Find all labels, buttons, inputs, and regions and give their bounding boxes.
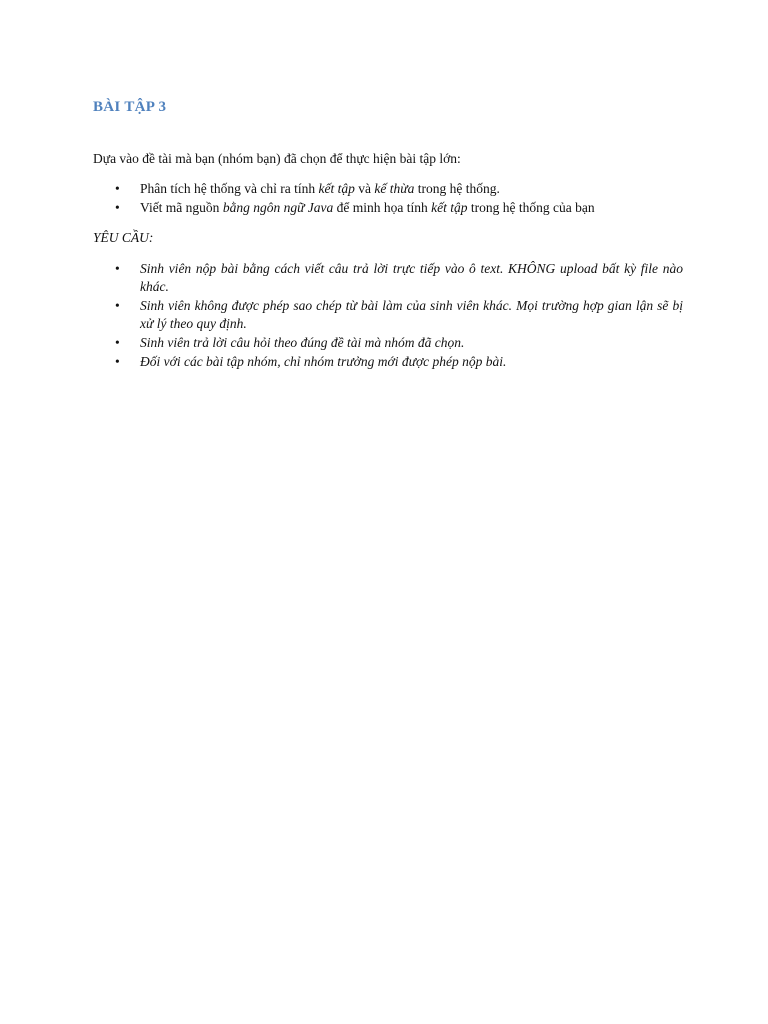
bullet-marker: • bbox=[115, 261, 120, 276]
requirement-item bbox=[93, 353, 683, 371]
task-item bbox=[93, 180, 683, 198]
bullet-marker: • bbox=[115, 298, 120, 313]
task-item bbox=[93, 199, 683, 217]
bullet-marker: • bbox=[115, 181, 120, 196]
task-emphasis: bằng ngôn ngữ Java bbox=[222, 200, 334, 215]
requirement-item bbox=[93, 260, 683, 296]
task-emphasis: kết tập bbox=[431, 200, 468, 215]
requirements-list bbox=[93, 260, 683, 372]
task-text: để minh họa tính bbox=[333, 200, 432, 215]
task-emphasis: kết tập bbox=[318, 181, 355, 196]
task-list bbox=[93, 180, 683, 218]
bullet-marker: • bbox=[115, 200, 120, 215]
requirement-text: Đối với các bài tập nhóm, chỉ nhóm trưởng mới được phép nộp bài. bbox=[140, 354, 507, 369]
intro-paragraph: Dựa vào đề tài mà bạn (nhóm bạn) đã chọn để thực hiện bài tập lớn: bbox=[93, 151, 461, 166]
task-text: Viết mã nguồn bbox=[140, 200, 223, 215]
requirement-text: Sinh viên không được phép sao chép từ bài làm của sinh viên khác. Mọi trường hợp gian lận sẽ bị xử lý theo quy định. bbox=[140, 298, 683, 331]
requirement-text: Sinh viên trả lời câu hỏi theo đúng đề tài mà nhóm đã chọn. bbox=[140, 335, 465, 350]
requirements-label: YÊU CẦU: bbox=[93, 230, 154, 245]
bullet-marker: • bbox=[115, 354, 120, 369]
bullet-marker: • bbox=[115, 335, 120, 350]
requirement-item bbox=[93, 297, 683, 333]
task-text: Phân tích hệ thống và chỉ ra tính bbox=[140, 181, 319, 196]
task-text: trong hệ thống của bạn bbox=[467, 200, 595, 215]
requirement-item bbox=[93, 334, 683, 352]
task-text: trong hệ thống. bbox=[414, 181, 500, 196]
exercise-heading: BÀI TẬP 3 bbox=[93, 99, 167, 115]
task-text: và bbox=[354, 181, 375, 196]
task-emphasis: kế thừa bbox=[374, 181, 415, 196]
requirement-text: Sinh viên nộp bài bằng cách viết câu trả lời trực tiếp vào ô text. KHÔNG upload bất kỳ file nào khác. bbox=[140, 261, 683, 294]
